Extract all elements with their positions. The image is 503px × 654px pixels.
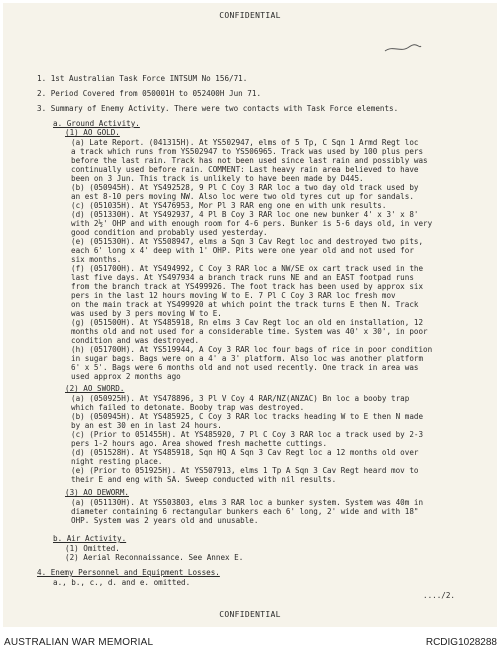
- archive-footer: [0, 627, 503, 654]
- text-line: pers 1-2 hours ago. Area showed fresh machette cuttings.: [71, 439, 328, 448]
- heading-ao-sword: (2) AO SWORD.: [65, 384, 125, 393]
- text-line: 6' x 5'. Bags were 6 months old and not used recently. One track in area was: [71, 363, 419, 372]
- item-2: 2. Period Covered from 050001H to 052400H Jun 71.: [37, 89, 262, 98]
- classification-header: CONFIDENTIAL: [219, 11, 281, 20]
- text-line: each 6' long x 4' deep with 1' OHP. Pits were one year old and not used for: [71, 246, 414, 255]
- text-line: (d) (051528H). At YS485918, Sqn HQ A Sqn 3 Cav Regt loc a 12 months old over: [71, 448, 419, 457]
- text-line: (e) (051530H). At YS508947, elms a Sqn 3 Cav Regt loc and destroyed two pits,: [71, 237, 424, 246]
- text-line: was used by 3 pers moving W to E.: [71, 309, 222, 318]
- text-line: (1) Omitted.: [65, 544, 120, 553]
- page-continue: ..../2.: [423, 591, 456, 600]
- archive-id: RCDIG1028288: [425, 637, 497, 648]
- text-line: a., b., c., d. and e. omitted.: [53, 578, 191, 587]
- text-line: six months.: [71, 255, 122, 264]
- text-line: (a) (051130H). At YS503803, elms 3 RAR loc a bunker system. System was 40m in: [71, 498, 424, 507]
- text-line: (2) Aerial Reconnaissance. See Annex E.: [65, 553, 244, 562]
- heading-ground-activity: a. Ground Activity.: [53, 119, 140, 128]
- heading-ao-gold: (1) AO GOLD.: [65, 128, 120, 137]
- text-line: (d) (051330H). At YS492937, 4 Pl B Coy 3 RAR loc one new bunker 4' x 3' x 8': [71, 210, 419, 219]
- text-line: on the main track at YS499920 at which point the track turns E then N. Track: [71, 300, 419, 309]
- item-1: 1. 1st Australian Task Force INTSUM No 156/71.: [37, 74, 248, 83]
- text-line: (a) (050925H). At YS478896, 3 Pl V Coy 4 RAR/NZ(ANZAC) Bn loc a booby trap: [71, 394, 410, 403]
- text-line: (c) (Prior to 051455H). At YS485920, 7 Pl C Coy 3 RAR loc a track used by 2-3: [71, 430, 424, 439]
- text-line: diameter containing 6 rectangular bunkers each 6' long, 2' wide and with 18": [71, 507, 419, 516]
- text-line: (h) (051700H). At YS519944, A Coy 3 RAR loc four bags of rice in poor condition: [71, 345, 433, 354]
- text-line: used approx 2 months ago: [71, 372, 181, 381]
- text-line: good condition and probably used yesterday.: [71, 228, 268, 237]
- text-line: (b) (050945H). At YS485925, C Coy 3 RAR loc tracks heading W to E then N made: [71, 412, 424, 421]
- text-line: a track which runs from YS502947 to YS506965. Track was used by 100 plus pers: [71, 147, 424, 156]
- text-line: an est 8-10 pers moving NW. Also loc were two old tyres cut up for sandals.: [71, 192, 414, 201]
- text-line: (e) (Prior to 051925H). At YS507913, elms 1 Tp A Sqn 3 Cav Regt heard mov to: [71, 466, 419, 475]
- handwritten-mark: [383, 43, 423, 55]
- text-line: last five days. At YS497934 a branch track runs NE and an EAST footpad runs: [71, 273, 414, 282]
- item-4: 4. Enemy Personnel and Equipment Losses.: [37, 568, 220, 577]
- text-line: with 2½' OHP and with enough room for 4-6 pers. Bunker is 5-6 days old, in very: [71, 219, 433, 228]
- text-line: months old and not used for a considerable time. System was 40' x 30', in poor: [71, 327, 428, 336]
- document-page: [3, 3, 497, 627]
- text-line: pers in the last 12 hours moving W to E. 7 Pl C Coy 3 RAR loc fresh mov: [71, 291, 396, 300]
- heading-air-activity: b. Air Activity.: [53, 534, 127, 543]
- archive-name: AUSTRALIAN WAR MEMORIAL: [4, 637, 154, 648]
- text-line: before the last rain. Track has not been used since last rain and possibly was: [71, 156, 428, 165]
- text-line: been on 3 Jun. This track is unlikely to have been made by D445.: [71, 174, 364, 183]
- text-line: (b) (050945H). At YS492528, 9 Pl C Coy 3 RAR loc a two day old track used by: [71, 183, 419, 192]
- text-line: (c) (051035H). At YS476953, Mor Pl 3 RAR eng one en with unk results.: [71, 201, 387, 210]
- item-3: 3. Summary of Enemy Activity. There were two contacts with Task Force elements.: [37, 104, 399, 113]
- text-line: in sugar bags. Bags were on a 4' a 3' platform. Also loc was another platform: [71, 354, 424, 363]
- text-line: (g) (051500H). At YS485918, Rn elms 3 Cav Regt loc an old en installation, 12: [71, 318, 424, 327]
- text-line: condition and was destroyed.: [71, 336, 200, 345]
- text-line: from the branch track at YS499926. The foot track has been used by approx six: [71, 282, 424, 291]
- text-line: which failed to detonate. Booby trap was destroyed.: [71, 403, 305, 412]
- heading-ao-deworm: (3) AO DEWORM.: [65, 488, 130, 497]
- text-line: OHP. System was 2 years old and unusable.: [71, 516, 259, 525]
- classification-footer: CONFIDENTIAL: [219, 610, 281, 619]
- text-line: continually used before rain. COMMENT: Last heavy rain area believed to have: [71, 165, 419, 174]
- text-line: (a) Late Report. (041315H). At YS502947, elms of 5 Tp, C Sqn 1 Armd Regt loc: [71, 138, 419, 147]
- text-line: by an est 30 en in last 24 hours.: [71, 421, 222, 430]
- text-line: night resting place.: [71, 457, 163, 466]
- text-line: (f) (051700H). At YS494992, C Coy 3 RAR loc a NW/SE ox cart track used in the: [71, 264, 424, 273]
- text-line: their E and eng with SA. Sweep conducted with nil results.: [71, 475, 337, 484]
